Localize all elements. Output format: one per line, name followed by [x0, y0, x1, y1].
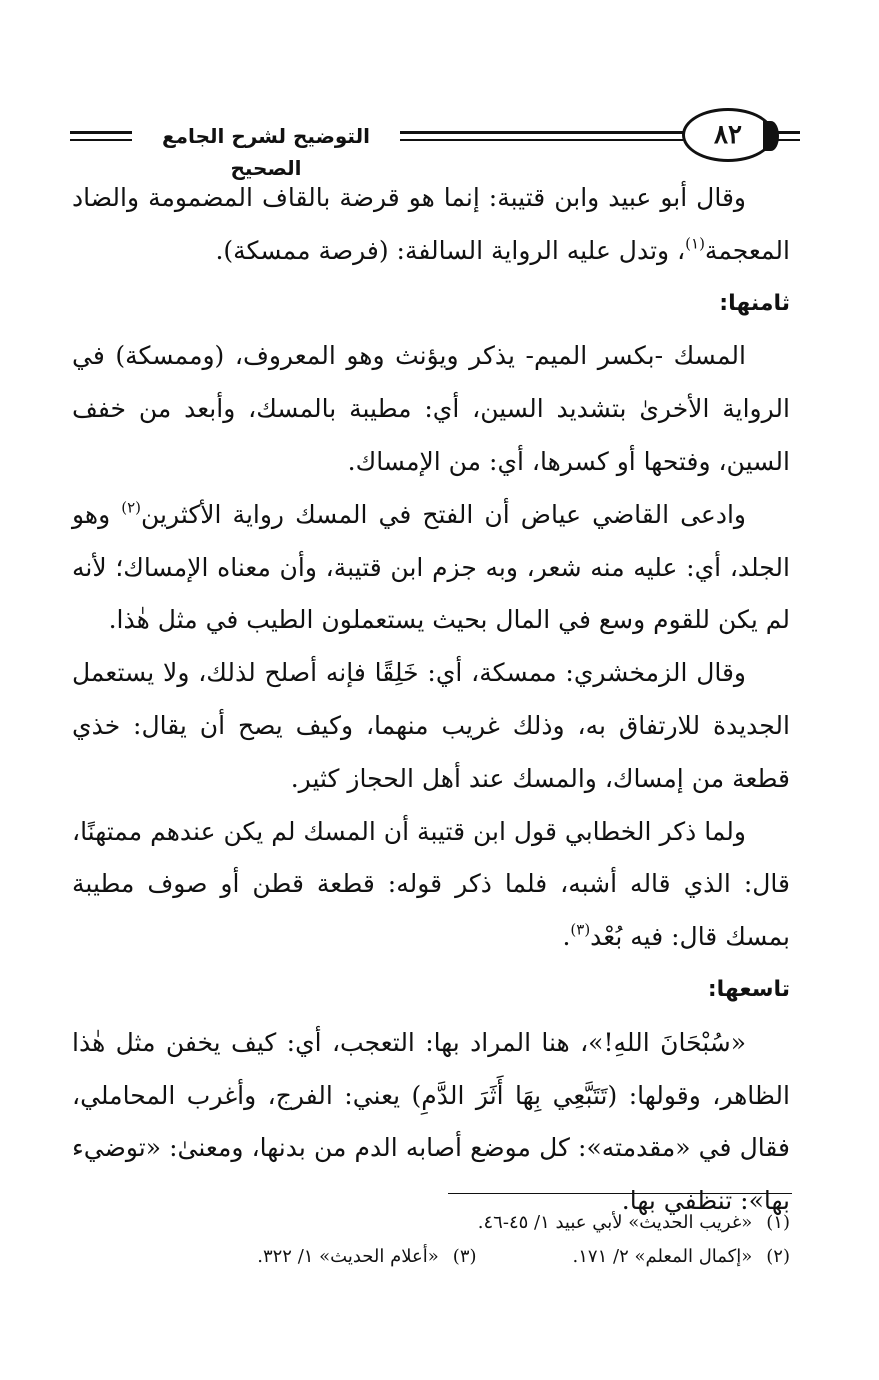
- paragraph-3-text-end: وهو الجلد، أي: عليه منه شعر، وبه جزم ابن قتيبة، وأن معناه الإمساك؛ لأنه لم يكن للقوم وسع في المال بحيث يستعملون الطيب في مثل هٰذا.: [72, 499, 790, 635]
- footnote-line-1: [72, 1206, 790, 1240]
- paragraph-5-text: ولما ذكر الخطابي قول ابن قتيبة أن المسك لم يكن عندهم ممتهنًا، قال: الذي قاله أشبه، فلما ذكر قوله: قطعة قطن أو صوف مطيبة بمسك قال: فيه بُعْد: [72, 816, 790, 952]
- header-rule-right: [776, 131, 800, 141]
- footnote-ref-2: (٢): [121, 498, 142, 517]
- paragraph-3: [72, 489, 790, 647]
- footnote-3: [257, 1240, 476, 1274]
- footnote-text: «إكمال المعلم» ٢/ ١٧١.: [572, 1246, 753, 1267]
- page-number: ٨٢: [714, 120, 742, 150]
- footnote-ref-1: (١): [685, 234, 705, 253]
- paragraph-5: [72, 806, 790, 964]
- footnote-number: (١): [766, 1212, 790, 1233]
- header-rule-left: [70, 131, 132, 141]
- paragraph-2: المسك -بكسر الميم- يذكر ويؤنث وهو المعروف، (وممسكة) في الرواية الأخرىٰ بتشديد السين، أي: مطيبة بالمسك، وأبعد من خفف السين، وفتحها أو كسرها، أي: من الإمساك.: [72, 341, 790, 476]
- page-header: [70, 108, 800, 180]
- footnote-number: (٢): [766, 1246, 790, 1267]
- section-heading-eighth: ثامنها:: [719, 290, 790, 316]
- paragraph-4: وقال الزمخشري: ممسكة، أي: خَلِقًا فإنه أصلح لذلك، ولا يستعمل الجديدة للارتفاق به، وذلك غريب منهما، وكيف يصح أن يقال: خذي قطعة من إمساك، والمسك عند أهل الحجاز كثير.: [72, 658, 790, 793]
- paragraph-5-text-end: .: [562, 922, 571, 952]
- main-text: [72, 172, 790, 1228]
- running-title: التوضيح لشرح الجامع الصحيح: [162, 124, 370, 180]
- footnote-separator: [448, 1193, 792, 1194]
- footnote-1: [478, 1206, 790, 1240]
- footnote-text: «أعلام الحديث» ١/ ٣٢٢.: [257, 1246, 439, 1267]
- paragraph-1-text: وقال أبو عبيد وابن قتيبة: إنما هو قرضة بالقاف المضمومة والضاد المعجمة: [72, 183, 790, 265]
- footnote-line-2: [72, 1240, 790, 1274]
- paragraph-6: «سُبْحَانَ اللهِ!»، هنا المراد بها: التعجب، أي: كيف يخفن مثل هٰذا الظاهر، وقولها: (تَتَبَّعِي بِهَا أَثَرَ الدَّمِ) يعني: الفرج، وأغرب المحاملي، فقال في «مقدمته»: كل موضع أصابه الدم من بدنها، ومعنىٰ: «توضيء بها»: تنظفي بها.: [72, 1027, 790, 1216]
- section-heading-ninth: تاسعها:: [707, 976, 790, 1002]
- footnotes: [72, 1206, 790, 1274]
- footnote-text: «غريب الحديث» لأبي عبيد ١/ ٤٥-٤٦.: [477, 1212, 753, 1233]
- page-number-badge: [682, 108, 774, 162]
- footnote-number: (٣): [452, 1246, 477, 1267]
- paragraph-1: [72, 172, 790, 278]
- footnote-ref-3: (٣): [570, 920, 591, 939]
- footnote-2: [573, 1240, 790, 1274]
- paragraph-1-text-end: ، وتدل عليه الرواية السالفة: (فرصة ممسكة).: [215, 235, 686, 265]
- header-rule-middle: [400, 131, 683, 141]
- paragraph-3-text: وادعى القاضي عياض أن الفتح في المسك رواية الأكثرين: [141, 499, 746, 529]
